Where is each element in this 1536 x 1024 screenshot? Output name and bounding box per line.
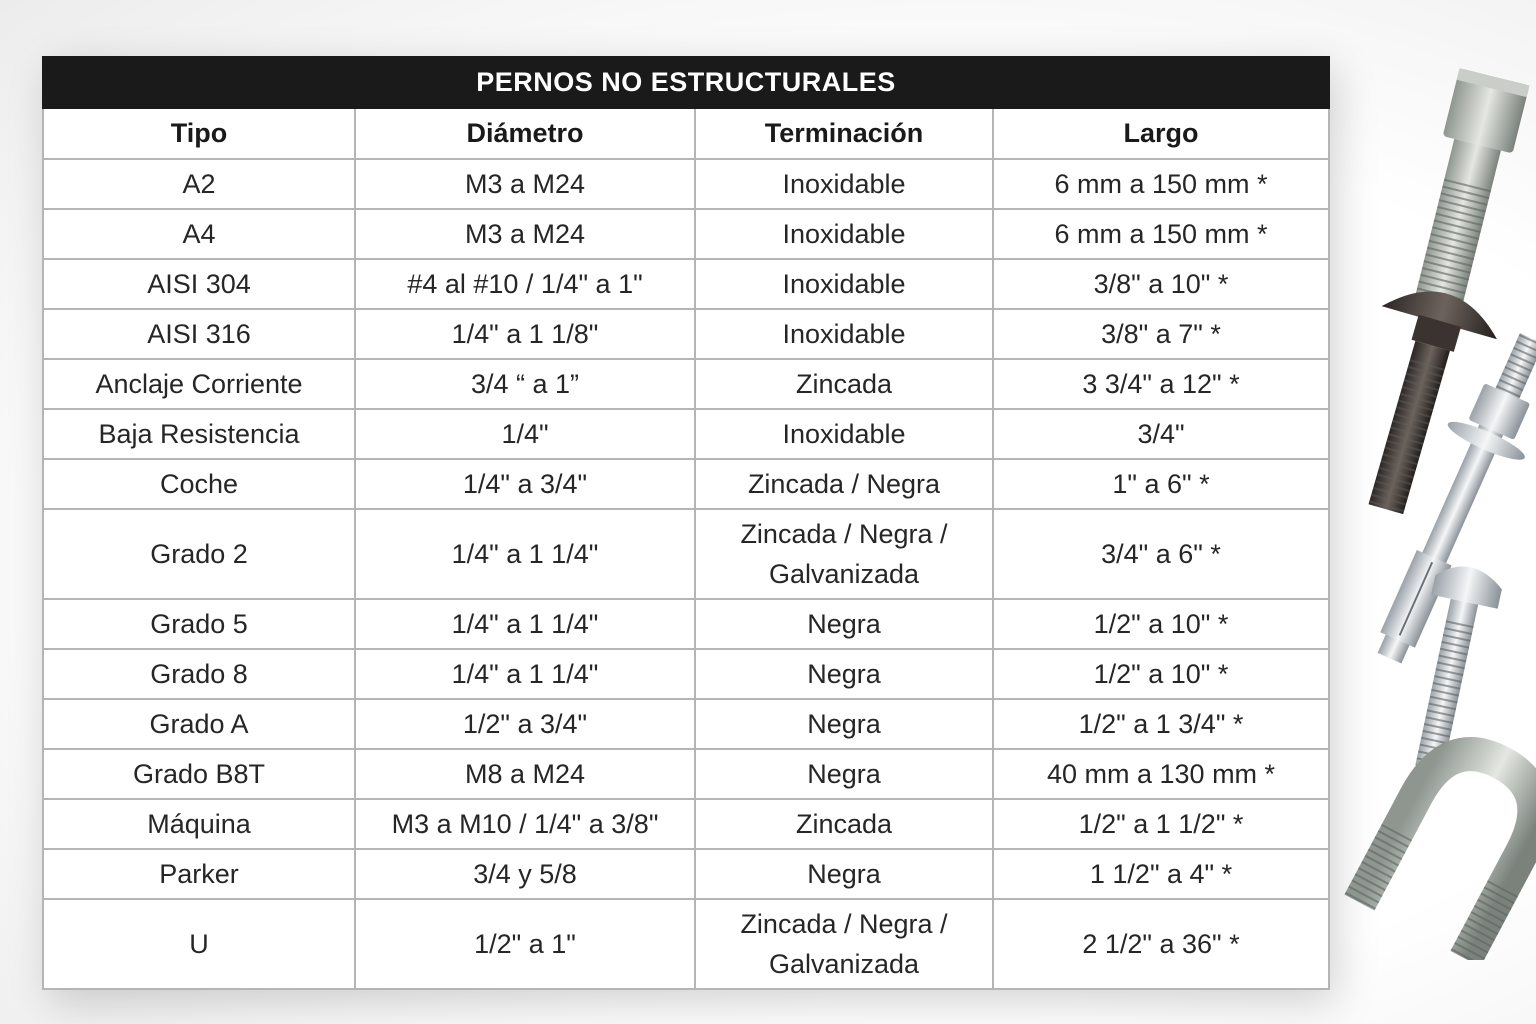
cell-tipo: U [43,899,355,989]
cell-diametro: #4 al #10 / 1/4" a 1" [355,259,695,309]
cell-largo: 1/2" a 10" * [993,649,1329,699]
cell-largo: 6 mm a 150 mm * [993,159,1329,209]
cell-diametro: 1/4" a 1 1/4" [355,599,695,649]
cell-tipo: AISI 316 [43,309,355,359]
table-row [43,259,1329,309]
cell-diametro: M3 a M10 / 1/4" a 3/8" [355,799,695,849]
cell-diametro: 1/4" a 3/4" [355,459,695,509]
cell-diametro: M3 a M24 [355,209,695,259]
cell-largo: 3/4" a 6" * [993,509,1329,599]
cell-tipo: Parker [43,849,355,899]
cell-largo: 1/2" a 10" * [993,599,1329,649]
cell-largo: 3/8" a 10" * [993,259,1329,309]
cell-largo: 1 1/2" a 4" * [993,849,1329,899]
cell-tipo: Grado 2 [43,509,355,599]
cell-largo: 1/2" a 1 1/2" * [993,799,1329,849]
table-row [43,359,1329,409]
cell-terminacion: Inoxidable [695,159,993,209]
cell-terminacion: Zincada / Negra [695,459,993,509]
cell-terminacion: Negra [695,599,993,649]
cell-diametro: M8 a M24 [355,749,695,799]
cell-terminacion: Negra [695,849,993,899]
cell-diametro: 1/2" a 3/4" [355,699,695,749]
cell-terminacion: Inoxidable [695,259,993,309]
cell-terminacion: Inoxidable [695,309,993,359]
header-largo: Largo [993,108,1329,159]
table-title: PERNOS NO ESTRUCTURALES [43,57,1329,108]
cell-tipo: Grado 5 [43,599,355,649]
table-row [43,409,1329,459]
cell-diametro: 3/4 y 5/8 [355,849,695,899]
table-row [43,509,1329,599]
cell-tipo: A4 [43,209,355,259]
cell-terminacion: Negra [695,649,993,699]
table-row [43,649,1329,699]
cell-diametro: 1/4" a 1 1/8" [355,309,695,359]
table-row [43,309,1329,359]
cell-diametro: M3 a M24 [355,159,695,209]
cell-diametro: 1/2" a 1" [355,899,695,989]
cell-tipo: A2 [43,159,355,209]
table-row [43,209,1329,259]
table-row [43,699,1329,749]
cell-largo: 3 3/4" a 12" * [993,359,1329,409]
cell-terminacion: Zincada / Negra / Galvanizada [695,509,993,599]
table-row [43,749,1329,799]
table-row [43,799,1329,849]
cell-terminacion: Zincada / Negra / Galvanizada [695,899,993,989]
table-row [43,599,1329,649]
cell-largo: 40 mm a 130 mm * [993,749,1329,799]
cell-tipo: Máquina [43,799,355,849]
cell-tipo: Grado A [43,699,355,749]
cell-diametro: 1/4" a 1 1/4" [355,649,695,699]
table-row [43,159,1329,209]
cell-largo: 6 mm a 150 mm * [993,209,1329,259]
specs-table [42,56,1330,990]
cell-tipo: Baja Resistencia [43,409,355,459]
cell-terminacion: Inoxidable [695,409,993,459]
cell-tipo: Grado 8 [43,649,355,699]
cell-largo: 3/8" a 7" * [993,309,1329,359]
cell-terminacion: Inoxidable [695,209,993,259]
cell-diametro: 3/4 “ a 1” [355,359,695,409]
header-tipo: Tipo [43,108,355,159]
cell-terminacion: Zincada [695,359,993,409]
header-terminacion: Terminación [695,108,993,159]
cell-largo: 3/4" [993,409,1329,459]
cell-tipo: Coche [43,459,355,509]
cell-largo: 2 1/2" a 36" * [993,899,1329,989]
cell-terminacion: Negra [695,749,993,799]
cell-largo: 1" a 6" * [993,459,1329,509]
cell-tipo: AISI 304 [43,259,355,309]
u-bolt-icon [1359,735,1536,959]
cell-terminacion: Negra [695,699,993,749]
cell-tipo: Anclaje Corriente [43,359,355,409]
header-diametro: Diámetro [355,108,695,159]
cell-tipo: Grado B8T [43,749,355,799]
cell-terminacion: Zincada [695,799,993,849]
table-row [43,459,1329,509]
cell-diametro: 1/4" a 1 1/4" [355,509,695,599]
bolts-illustration [1330,60,1536,960]
hex-bolt-icon [1399,68,1529,328]
cell-largo: 1/2" a 1 3/4" * [993,699,1329,749]
specs-table-container [42,56,1328,990]
table-row [43,849,1329,899]
table-row [43,899,1329,989]
cell-diametro: 1/4" [355,409,695,459]
